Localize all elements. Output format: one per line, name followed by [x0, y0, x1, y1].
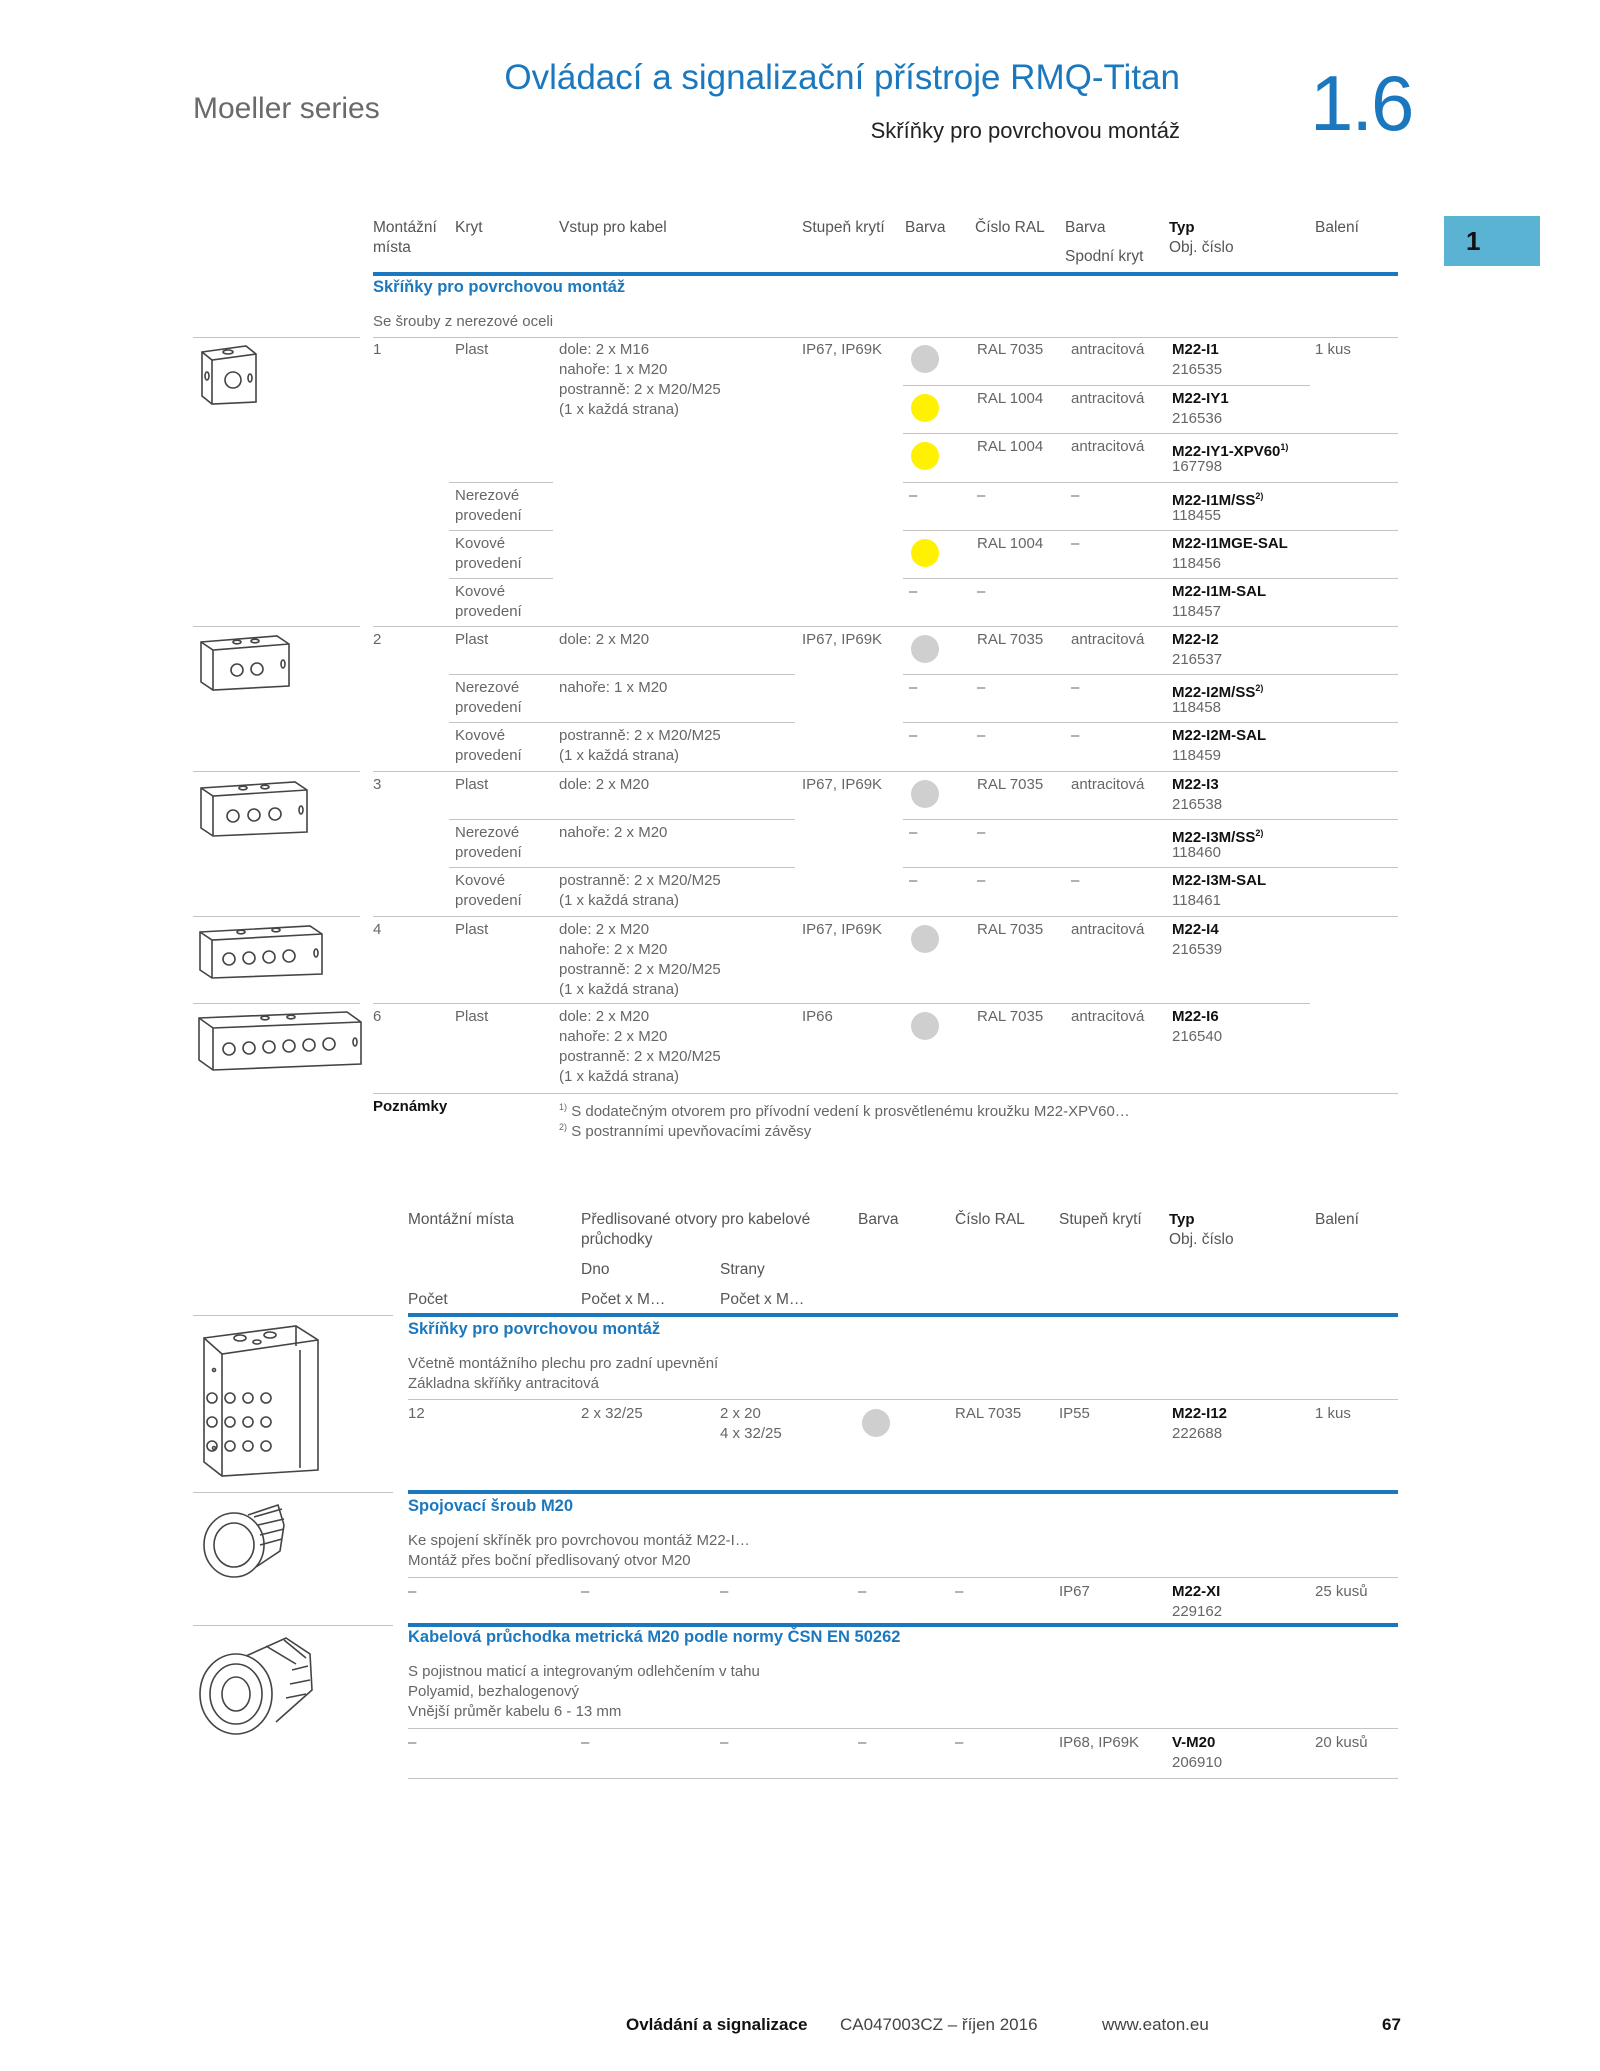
- row-divider: [193, 1625, 393, 1626]
- r9-base: –: [1071, 727, 1080, 744]
- th-order: Obj. číslo: [1169, 239, 1234, 256]
- g4-entry-4: (1 x každá strana): [559, 981, 680, 998]
- r4-color: –: [909, 487, 918, 504]
- th-pack: Balení: [1315, 219, 1359, 236]
- row-divider: [408, 1399, 1398, 1400]
- row-divider: [903, 385, 1310, 386]
- table2-s1-sides-1: 2 x 20: [720, 1405, 761, 1422]
- page-title: Ovládací a signalizační přístroje RMQ-Titan: [504, 58, 1180, 97]
- g3-cover: Plast: [455, 776, 489, 793]
- table2-s1-title: Skříňky pro povrchovou montáž: [408, 1320, 661, 1338]
- r10-order: 216538: [1172, 796, 1223, 813]
- color-swatch-yellow: [911, 394, 939, 422]
- g1-entry-4: (1 x každá strana): [559, 401, 680, 418]
- row-divider: [449, 722, 795, 723]
- r1-ral: RAL 7035: [977, 341, 1044, 358]
- r3-ral: RAL 1004: [977, 438, 1044, 455]
- r4-order: 118455: [1172, 507, 1221, 524]
- table2-s2-title: Spojovací šroub M20: [408, 1497, 574, 1515]
- table2-s3-type: V-M20: [1172, 1734, 1216, 1751]
- r12-base: –: [1071, 872, 1080, 889]
- row-divider: [193, 771, 360, 772]
- th2-color: Barva: [858, 1211, 899, 1228]
- enclosure-3-illustration: [197, 776, 311, 840]
- table2-s3-c1: –: [408, 1734, 417, 1751]
- table2-s2-desc-2: Montáž přes boční předlisovaný otvor M20: [408, 1552, 691, 1569]
- r1-base: antracitová: [1071, 341, 1145, 358]
- g1-cover-2a: Nerezové: [455, 487, 520, 504]
- r4-base: –: [1071, 487, 1080, 504]
- table2-s2-order: 229162: [1172, 1603, 1223, 1620]
- r6-ral: –: [977, 583, 986, 600]
- r5-base: –: [1071, 535, 1080, 552]
- table2-s2-ip: IP67: [1059, 1583, 1090, 1600]
- row-divider: [449, 578, 553, 579]
- g6-type: M22-I6: [1172, 1008, 1219, 1025]
- g3-entry-2: nahoře: 2 x M20: [559, 824, 668, 841]
- g6-entry-1: dole: 2 x M20: [559, 1008, 650, 1025]
- r8-type: M22-I2M/SS$^{2)}$: [1172, 683, 1264, 701]
- r10-base: antracitová: [1071, 776, 1145, 793]
- g4-entry-1: dole: 2 x M20: [559, 921, 650, 938]
- table2-s2-rule: [408, 1490, 1398, 1494]
- r10-type: M22-I3: [1172, 776, 1219, 793]
- th2-bottom: Dno: [581, 1261, 610, 1278]
- th-color: Barva: [905, 219, 946, 236]
- notes-divider: [373, 1093, 1398, 1094]
- table2-s3-rule: [408, 1623, 1398, 1627]
- row-divider: [373, 626, 1398, 627]
- th-ral: Číslo RAL: [975, 219, 1045, 236]
- table2-s3-desc-1: S pojistnou maticí a integrovaným odlehčením v tahu: [408, 1663, 760, 1680]
- r7-base: antracitová: [1071, 631, 1145, 648]
- row-divider: [408, 1577, 1398, 1578]
- table2-header-rule: [408, 1313, 1398, 1317]
- table2-s3-c3: –: [720, 1734, 729, 1751]
- table2-s3-pack: 20 kusů: [1315, 1734, 1368, 1751]
- g4-protection: IP67, IP69K: [802, 921, 883, 938]
- table2-s3-c2: –: [581, 1734, 590, 1751]
- row-divider: [193, 626, 360, 627]
- g4-count: 4: [373, 921, 382, 938]
- r11-ral: –: [977, 824, 986, 841]
- chapter-number: 1.6: [1310, 59, 1413, 147]
- g2-entry-3a: postranně: 2 x M20/M25: [559, 727, 721, 744]
- row-divider: [193, 337, 360, 338]
- table2-s1-desc-1: Včetně montážního plechu pro zadní upevnění: [408, 1355, 719, 1372]
- r3-order: 167798: [1172, 458, 1223, 475]
- g2-cover-2a: Nerezové: [455, 679, 520, 696]
- g4-base: antracitová: [1071, 921, 1145, 938]
- row-divider: [449, 674, 795, 675]
- color-swatch-gray: [911, 635, 939, 663]
- row-divider: [903, 433, 1398, 434]
- r6-type: M22-I1M-SAL: [1172, 583, 1267, 600]
- color-swatch-yellow: [911, 539, 939, 567]
- th-cover: Kryt: [455, 219, 483, 236]
- r9-order: 118459: [1172, 747, 1221, 764]
- chapter-tab[interactable]: 1: [1444, 216, 1540, 266]
- r3-type: M22-IY1-XPV60$^{1)}$: [1172, 442, 1289, 460]
- enclosure-6-illustration: [195, 1006, 365, 1074]
- r4-ral: –: [977, 487, 986, 504]
- series-label: Moeller series: [193, 92, 380, 125]
- g2-cover-3a: Kovové: [455, 727, 506, 744]
- table2-s1-type: M22-I12: [1172, 1405, 1228, 1422]
- enclosure-2-illustration: [197, 630, 293, 692]
- g6-base: antracitová: [1071, 1008, 1145, 1025]
- table2-s3-desc-3: Vnější průměr kabelu 6 - 13 mm: [408, 1703, 622, 1720]
- r5-ral: RAL 1004: [977, 535, 1044, 552]
- g3-protection: IP67, IP69K: [802, 776, 883, 793]
- r7-type: M22-I2: [1172, 631, 1219, 648]
- g6-entry-4: (1 x každá strana): [559, 1068, 680, 1085]
- g3-entry-3a: postranně: 2 x M20/M25: [559, 872, 721, 889]
- table2-s3-c4: –: [858, 1734, 867, 1751]
- g1-cover-3b: provedení: [455, 555, 522, 572]
- color-swatch-yellow: [911, 442, 939, 470]
- th-base-color: Barva: [1065, 219, 1106, 236]
- r12-color: –: [909, 872, 918, 889]
- th2-pack: Balení: [1315, 1211, 1359, 1228]
- g1-cover-4a: Kovové: [455, 583, 506, 600]
- r2-ral: RAL 1004: [977, 390, 1044, 407]
- g6-entry-3: postranně: 2 x M20/M25: [559, 1048, 721, 1065]
- r2-base: antracitová: [1071, 390, 1145, 407]
- row-divider: [449, 867, 795, 868]
- r8-order: 118458: [1172, 699, 1221, 716]
- enclosure-1-illustration: [198, 340, 260, 406]
- table2-s2-c3: –: [720, 1583, 729, 1600]
- table2-s2-c2: –: [581, 1583, 590, 1600]
- row-divider: [193, 1492, 393, 1493]
- table2-s3-c5: –: [955, 1734, 964, 1751]
- table2-s1-ip: IP55: [1059, 1405, 1090, 1422]
- th2-sides-count: Počet x M…: [720, 1291, 805, 1308]
- footer-section: Ovládání a signalizace: [626, 2015, 808, 2034]
- color-swatch-gray: [911, 925, 939, 953]
- r11-order: 118460: [1172, 844, 1221, 861]
- g4-ral: RAL 7035: [977, 921, 1044, 938]
- table2-s1-sides-2: 4 x 32/25: [720, 1425, 782, 1442]
- row-divider: [408, 1728, 1398, 1729]
- th-cable-entry: Vstup pro kabel: [559, 219, 667, 236]
- notes-label: Poznámky: [373, 1098, 448, 1115]
- r8-ral: –: [977, 679, 986, 696]
- table2-s1-pack: 1 kus: [1315, 1405, 1351, 1422]
- row-divider: [373, 771, 1398, 772]
- r5-order: 118456: [1172, 555, 1221, 572]
- th2-type: Typ: [1169, 1211, 1195, 1228]
- footer-url[interactable]: www.eaton.eu: [1102, 2015, 1209, 2034]
- r6-order: 118457: [1172, 603, 1221, 620]
- g3-entry-1: dole: 2 x M20: [559, 776, 650, 793]
- g1-cover: Plast: [455, 341, 489, 358]
- th2-protection: Stupeň krytí: [1059, 1211, 1142, 1228]
- color-swatch-gray: [911, 1012, 939, 1040]
- enclosure-4-illustration: [196, 920, 326, 982]
- row-divider: [449, 482, 553, 483]
- row-divider: [193, 1315, 393, 1316]
- g6-count: 6: [373, 1008, 382, 1025]
- g6-order: 216540: [1172, 1028, 1223, 1045]
- row-divider: [903, 530, 1398, 531]
- g1-protection: IP67, IP69K: [802, 341, 883, 358]
- enclosure-12-illustration: [200, 1318, 322, 1478]
- table2-s2-c4: –: [858, 1583, 867, 1600]
- g6-ral: RAL 7035: [977, 1008, 1044, 1025]
- g1-cover-3a: Kovové: [455, 535, 506, 552]
- r11-color: –: [909, 824, 918, 841]
- g2-cover-3b: provedení: [455, 747, 522, 764]
- r9-ral: –: [977, 727, 986, 744]
- th-type: Typ: [1169, 219, 1195, 236]
- r6-color: –: [909, 583, 918, 600]
- row-divider: [903, 674, 1398, 675]
- g6-cover: Plast: [455, 1008, 489, 1025]
- g2-protection: IP67, IP69K: [802, 631, 883, 648]
- r1-order: 216535: [1172, 361, 1223, 378]
- g2-cover-2b: provedení: [455, 699, 522, 716]
- g2-entry-3b: (1 x každá strana): [559, 747, 680, 764]
- r2-type: M22-IY1: [1172, 390, 1229, 407]
- th2-bottom-count: Počet x M…: [581, 1291, 666, 1308]
- page-number: 67: [1382, 2015, 1401, 2034]
- th-mounting: Montážní místa: [373, 219, 437, 256]
- g4-entry-2: nahoře: 2 x M20: [559, 941, 668, 958]
- table2-s3-desc-2: Polyamid, bezhalogenový: [408, 1683, 579, 1700]
- row-divider: [408, 1778, 1398, 1779]
- table1-header-rule: [373, 272, 1398, 276]
- footer-catalog: CA047003CZ – říjen 2016: [840, 2015, 1038, 2034]
- row-divider: [373, 1003, 1310, 1004]
- th-protection: Stupeň krytí: [802, 219, 885, 236]
- table2-s3-order: 206910: [1172, 1754, 1223, 1771]
- th2-count: Počet: [408, 1291, 448, 1308]
- th2-preformed-2: průchodky: [581, 1231, 653, 1248]
- r2-order: 216536: [1172, 410, 1223, 427]
- th2-mounting: Montážní místa: [408, 1211, 514, 1228]
- r5-type: M22-I1MGE-SAL: [1172, 535, 1288, 552]
- r9-color: –: [909, 727, 918, 744]
- table2-s1-ral: RAL 7035: [955, 1405, 1022, 1422]
- g6-entry-2: nahoře: 2 x M20: [559, 1028, 668, 1045]
- r12-type: M22-I3M-SAL: [1172, 872, 1267, 889]
- g4-entry-3: postranně: 2 x M20/M25: [559, 961, 721, 978]
- g6-protection: IP66: [802, 1008, 833, 1025]
- g3-cover-2a: Nerezové: [455, 824, 520, 841]
- table2-s1-desc-2: Základna skříňky antracitová: [408, 1375, 599, 1392]
- g2-cover: Plast: [455, 631, 489, 648]
- note-1: $^{1)}$ S dodatečným otvorem pro přívodní vedení k prosvětlenému kroužku M22-XPV60…: [559, 1102, 1130, 1120]
- color-swatch-gray: [862, 1409, 890, 1437]
- note-2: $^{2)}$ S postranními upevňovacími závěsy: [559, 1122, 812, 1140]
- g3-count: 3: [373, 776, 382, 793]
- table1-section-title: Skříňky pro povrchovou montáž: [373, 278, 626, 296]
- table2-s3-title: Kabelová průchodka metrická M20 podle normy ČSN EN 50262: [408, 1628, 901, 1646]
- table2-s2-type: M22-XI: [1172, 1583, 1221, 1600]
- g4-type: M22-I4: [1172, 921, 1219, 938]
- table2-s1-order: 222688: [1172, 1425, 1223, 1442]
- table2-s2-c1: –: [408, 1583, 417, 1600]
- g3-cover-2b: provedení: [455, 844, 522, 861]
- g1-cover-2b: provedení: [455, 507, 522, 524]
- g3-entry-3b: (1 x každá strana): [559, 892, 680, 909]
- r9-type: M22-I2M-SAL: [1172, 727, 1267, 744]
- row-divider: [373, 337, 1398, 338]
- r8-base: –: [1071, 679, 1080, 696]
- r4-type: M22-I1M/SS$^{2)}$: [1172, 491, 1264, 509]
- th2-ral: Číslo RAL: [955, 1211, 1025, 1228]
- table2-s1-count: 12: [408, 1405, 425, 1422]
- row-divider: [373, 916, 1398, 917]
- g1-pack: 1 kus: [1315, 341, 1351, 358]
- r7-ral: RAL 7035: [977, 631, 1044, 648]
- table2-s1-bottom: 2 x 32/25: [581, 1405, 643, 1422]
- row-divider: [903, 482, 1398, 483]
- color-swatch-gray: [911, 780, 939, 808]
- th2-sides: Strany: [720, 1261, 765, 1278]
- g1-entry-1: dole: 2 x M16: [559, 341, 650, 358]
- g4-order: 216539: [1172, 941, 1223, 958]
- th-base-cover: Spodní kryt: [1065, 248, 1144, 265]
- g4-cover: Plast: [455, 921, 489, 938]
- g1-entry-2: nahoře: 1 x M20: [559, 361, 668, 378]
- r7-order: 216537: [1172, 651, 1223, 668]
- g2-entry-2: nahoře: 1 x M20: [559, 679, 668, 696]
- g2-count: 2: [373, 631, 382, 648]
- th2-order: Obj. číslo: [1169, 1231, 1234, 1248]
- r12-order: 118461: [1172, 892, 1221, 909]
- table2-s2-pack: 25 kusů: [1315, 1583, 1368, 1600]
- r3-base: antracitová: [1071, 438, 1145, 455]
- r8-color: –: [909, 679, 918, 696]
- row-divider: [193, 916, 360, 917]
- table2-s2-desc-1: Ke spojení skříněk pro povrchovou montáž M22-I…: [408, 1532, 750, 1549]
- row-divider: [903, 819, 1398, 820]
- table2-s3-ip: IP68, IP69K: [1059, 1734, 1140, 1751]
- cable-gland-illustration: [196, 1630, 318, 1740]
- row-divider: [903, 867, 1398, 868]
- connecting-screw-illustration: [196, 1495, 288, 1585]
- g1-count: 1: [373, 341, 382, 358]
- row-divider: [449, 819, 795, 820]
- row-divider: [193, 1003, 360, 1004]
- r12-ral: –: [977, 872, 986, 889]
- row-divider: [903, 722, 1398, 723]
- r10-ral: RAL 7035: [977, 776, 1044, 793]
- g1-cover-4b: provedení: [455, 603, 522, 620]
- color-swatch-gray: [911, 345, 939, 373]
- table2-s2-c5: –: [955, 1583, 964, 1600]
- row-divider: [449, 530, 553, 531]
- r11-type: M22-I3M/SS$^{2)}$: [1172, 828, 1264, 846]
- r1-type: M22-I1: [1172, 341, 1219, 358]
- g2-entry-1: dole: 2 x M20: [559, 631, 650, 648]
- table1-subnote: Se šrouby z nerezové oceli: [373, 313, 554, 330]
- row-divider: [903, 578, 1398, 579]
- g3-cover-3b: provedení: [455, 892, 522, 909]
- page-subtitle: Skříňky pro povrchovou montáž: [870, 118, 1180, 143]
- g1-entry-3: postranně: 2 x M20/M25: [559, 381, 721, 398]
- g3-cover-3a: Kovové: [455, 872, 506, 889]
- th2-preformed-1: Předlisované otvory pro kabelové: [581, 1211, 811, 1228]
